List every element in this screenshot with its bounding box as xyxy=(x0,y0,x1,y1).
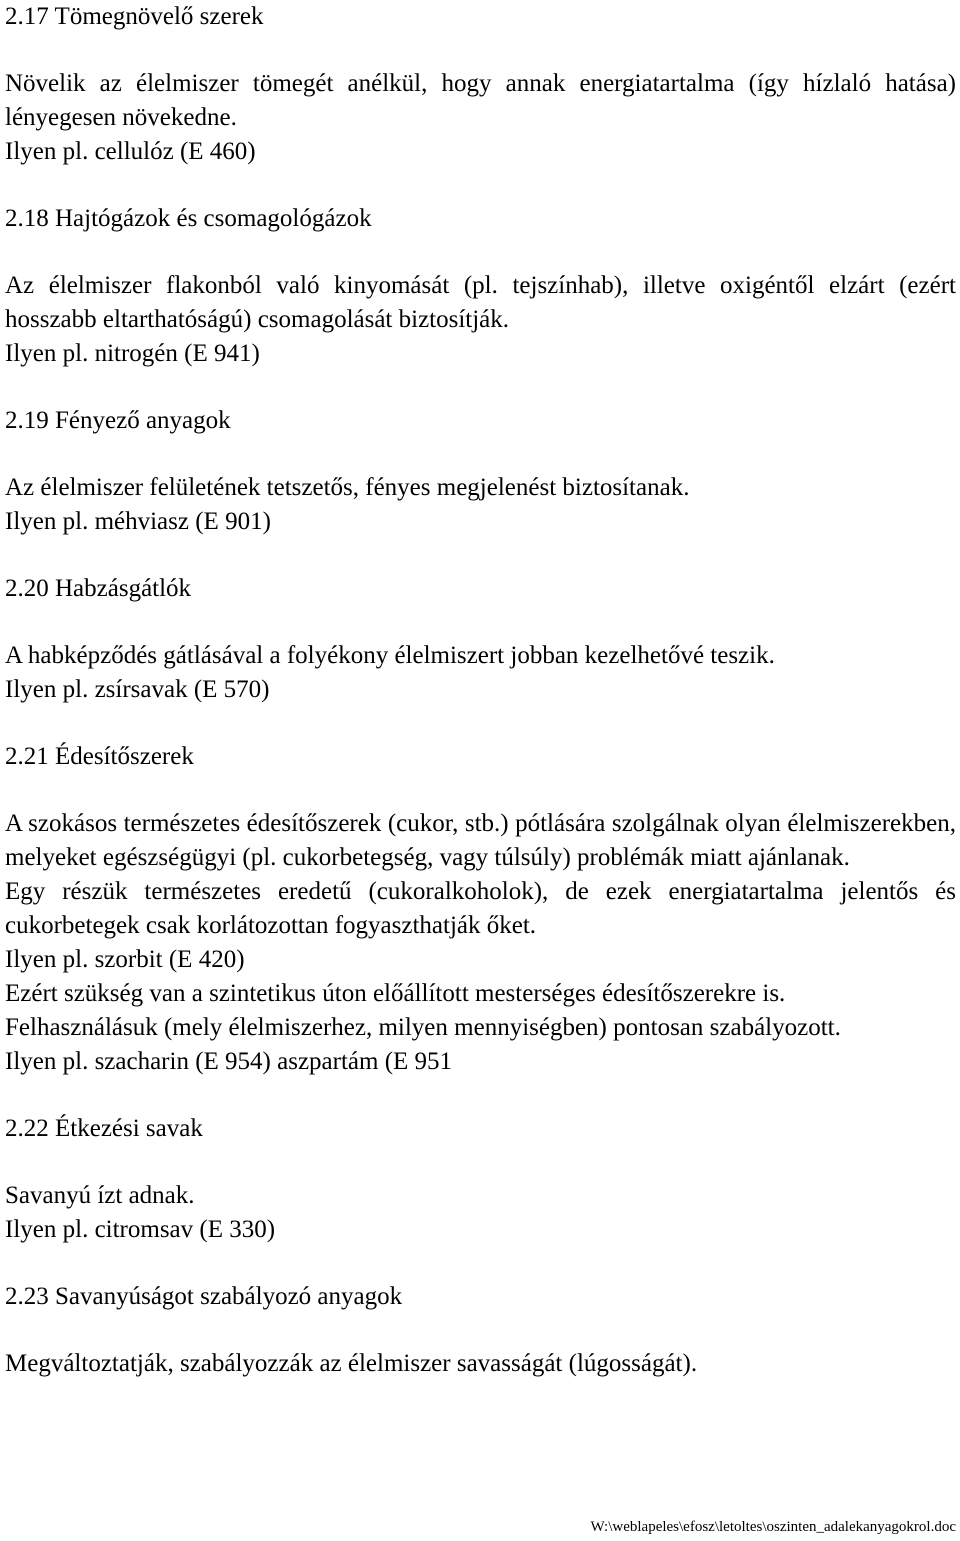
section-2-19-example: Ilyen pl. méhviasz (E 901) xyxy=(5,508,271,535)
section-2-21-example-2: Ilyen pl. szacharin (E 954) aszpartám (E 951 xyxy=(5,1048,453,1075)
section-heading-2-18: 2.18 Hajtógázok és csomagológázok xyxy=(5,205,372,232)
spacer xyxy=(5,169,956,202)
spacer xyxy=(5,606,956,639)
section-heading-2-21: 2.21 Édesítőszerek xyxy=(5,743,194,770)
spacer xyxy=(5,438,956,471)
section-2-19-paragraph-1: Az élelmiszer felületének tetszetős, fényes megjelenést biztosítanak. xyxy=(5,474,690,501)
spacer xyxy=(5,371,956,404)
section-heading-2-17: 2.17 Tömegnövelő szerek xyxy=(5,3,264,30)
section-heading-2-22: 2.22 Étkezési savak xyxy=(5,1115,203,1142)
section-2-22-example: Ilyen pl. citromsav (E 330) xyxy=(5,1216,276,1243)
spacer xyxy=(5,774,956,807)
spacer xyxy=(5,1079,956,1112)
footer-file-path: W:\weblapeles\efosz\letoltes\oszinten_adalekanyagokrol.doc xyxy=(590,1519,956,1535)
spacer xyxy=(5,34,956,67)
section-2-17-paragraph-1: Növelik az élelmiszer tömegét anélkül, hogy annak energiatartalma (így hízlaló hatása) lényegesen növekedne. xyxy=(5,70,956,131)
spacer xyxy=(5,236,956,269)
spacer xyxy=(5,707,956,740)
section-2-21-paragraph-1: A szokásos természetes édesítőszerek (cukor, stb.) pótlására szolgálnak olyan élelmiszerekben, melyeket egészségügyi (pl. cukorbetegség, vagy túlsúly) problémák miatt ajánlanak. xyxy=(5,810,956,871)
section-heading-2-23: 2.23 Savanyúságot szabályozó anyagok xyxy=(5,1283,403,1310)
spacer xyxy=(5,1247,956,1280)
section-heading-2-20: 2.20 Habzásgátlók xyxy=(5,575,192,602)
section-2-18-paragraph-1: Az élelmiszer flakonból való kinyomását (pl. tejszínhab), illetve oxigéntől elzárt (ezért hosszabb eltarthatóságú) csomagolását biztosítják. xyxy=(5,272,956,333)
section-2-21-paragraph-4: Felhasználásuk (mely élelmiszerhez, milyen mennyiségben) pontosan szabályozott. xyxy=(5,1014,841,1041)
section-2-20-paragraph-1: A habképződés gátlásával a folyékony élelmiszert jobban kezelhetővé teszik. xyxy=(5,642,775,669)
document-page xyxy=(5,0,956,1381)
section-2-21-paragraph-3: Ezért szükség van a szintetikus úton előállított mesterséges édesítőszerekre is. xyxy=(5,980,786,1007)
section-2-23-paragraph-1: Megváltoztatják, szabályozzák az élelmiszer savasságát (lúgosságát). xyxy=(5,1350,698,1377)
spacer xyxy=(5,1314,956,1347)
section-2-18-example: Ilyen pl. nitrogén (E 941) xyxy=(5,340,260,367)
spacer xyxy=(5,539,956,572)
spacer xyxy=(5,1146,956,1179)
section-heading-2-19: 2.19 Fényező anyagok xyxy=(5,407,231,434)
section-2-20-example: Ilyen pl. zsírsavak (E 570) xyxy=(5,676,270,703)
section-2-22-paragraph-1: Savanyú ízt adnak. xyxy=(5,1182,195,1209)
section-2-17-example: Ilyen pl. cellulóz (E 460) xyxy=(5,138,256,165)
section-2-21-paragraph-2: Egy részük természetes eredetű (cukoralkoholok), de ezek energiatartalma jelentős és cukorbetegek csak korlátozottan fogyaszthatják őket. xyxy=(5,878,956,939)
section-2-21-example-1: Ilyen pl. szorbit (E 420) xyxy=(5,946,245,973)
